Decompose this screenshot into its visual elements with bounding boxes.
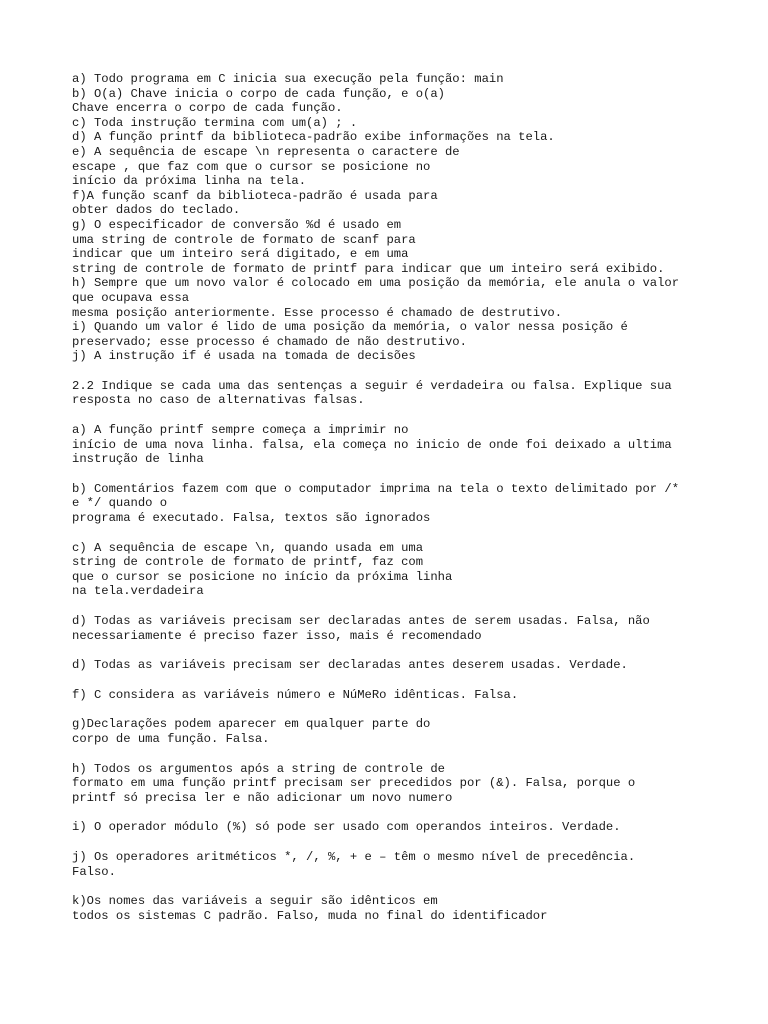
text-line: uma string de controle de formato de scanf para: [72, 232, 416, 247]
text-line: g)Declarações podem aparecer em qualquer parte do: [72, 717, 431, 732]
section-heading: [72, 379, 712, 408]
text-line: mesma posição anteriormente. Esse processo é chamado de destrutivo.: [72, 305, 563, 320]
text-line: h) Sempre que um novo valor é colocado em uma posição da memória, ele anula o valor: [72, 276, 680, 291]
text-line: string de controle de formato de printf para indicar que um inteiro será exibido.: [72, 261, 665, 276]
text-line: string de controle de formato de printf, faz com: [72, 555, 424, 570]
text-line: indicar que um inteiro será digitado, e em uma: [72, 247, 409, 262]
text-line: necessariamente é preciso fazer isso, mais é recomendado: [72, 628, 482, 643]
text-line: que ocupava essa: [72, 290, 190, 305]
text-line: na tela.verdadeira: [72, 584, 204, 599]
text-line: programa é executado. Falsa, textos são ignorados: [72, 511, 431, 526]
text-line: g) O especificador de conversão %d é usado em: [72, 217, 402, 232]
text-line: 2.2 Indique se cada uma das sentenças a seguir é verdadeira ou falsa. Explique sua: [72, 378, 672, 393]
text-line: instrução de linha: [72, 452, 204, 467]
text-line: d) Todas as variáveis precisam ser declaradas antes de serem usadas. Falsa, não: [72, 614, 650, 628]
text-line: d) Todas as variáveis precisam ser declaradas antes deserem usadas. Verdade.: [72, 658, 628, 673]
text-line: h) Todos os argumentos após a string de controle de: [72, 761, 445, 776]
text-line: Falso.: [72, 864, 116, 879]
statement-k: [72, 894, 712, 923]
text-line: b) Comentários fazem com que o computador imprima na tela o texto delimitado por /*: [72, 481, 680, 496]
text-line: escape , que faz com que o cursor se posicione no: [72, 159, 431, 174]
text-line: f) C considera as variáveis número e NúMeRo idênticas. Falsa.: [72, 687, 519, 702]
document-page: [72, 72, 712, 923]
text-line: resposta no caso de alternativas falsas.: [72, 393, 365, 408]
statement-g: [72, 717, 712, 746]
statement-b: [72, 482, 712, 526]
text-line: i) O operador módulo (%) só pode ser usado com operandos inteiros. Verdade.: [72, 820, 621, 835]
text-line: c) A sequência de escape \n, quando usada em uma: [72, 540, 424, 555]
text-line: início da próxima linha na tela.: [72, 174, 307, 189]
text-line: Chave encerra o corpo de cada função.: [72, 101, 343, 116]
statement-d: [72, 614, 712, 643]
text-line: f)A função scanf da biblioteca-padrão é usada para: [72, 188, 438, 203]
text-line: e */ quando o: [72, 496, 168, 511]
text-line: e) A sequência de escape \n representa o caractere de: [72, 144, 460, 159]
text-line: formato em uma função printf precisam ser precedidos por (&). Falsa, porque o: [72, 776, 636, 791]
text-line: j) Os operadores aritméticos *, /, %, + e – têm o mesmo nível de precedência.: [72, 849, 636, 864]
text-line: a) A função printf sempre começa a imprimir no: [72, 423, 409, 438]
text-line: a) Todo programa em C inicia sua execução pela função: main: [72, 72, 504, 86]
statement-i: [72, 820, 712, 835]
text-line: printf só precisa ler e não adicionar um novo numero: [72, 790, 453, 805]
text-line: b) O(a) Chave inicia o corpo de cada função, e o(a): [72, 86, 445, 101]
text-line: i) Quando um valor é lido de uma posição da memória, o valor nessa posição é: [72, 320, 628, 335]
text-line: início de uma nova linha. falsa, ela começa no inicio de onde foi deixado a ultima: [72, 437, 672, 452]
text-line: que o cursor se posicione no início da próxima linha: [72, 569, 453, 584]
text-line: k)Os nomes das variáveis a seguir são idênticos em: [72, 894, 438, 909]
text-line: obter dados do teclado.: [72, 203, 241, 218]
answers-block: [72, 72, 712, 364]
statement-d-repeat: [72, 658, 712, 673]
statement-a: [72, 423, 712, 467]
statement-j: [72, 850, 712, 879]
text-line: c) Toda instrução termina com um(a) ; .: [72, 115, 358, 130]
text-line: preservado; esse processo é chamado de não destrutivo.: [72, 334, 467, 349]
text-line: corpo de uma função. Falsa.: [72, 731, 270, 746]
statement-c: [72, 541, 712, 599]
text-line: j) A instrução if é usada na tomada de decisões: [72, 349, 416, 364]
statement-h: [72, 762, 712, 806]
text-line: todos os sistemas C padrão. Falso, muda no final do identificador: [72, 908, 548, 923]
statement-f: [72, 688, 712, 703]
text-line: d) A função printf da biblioteca-padrão exibe informações na tela.: [72, 130, 555, 145]
